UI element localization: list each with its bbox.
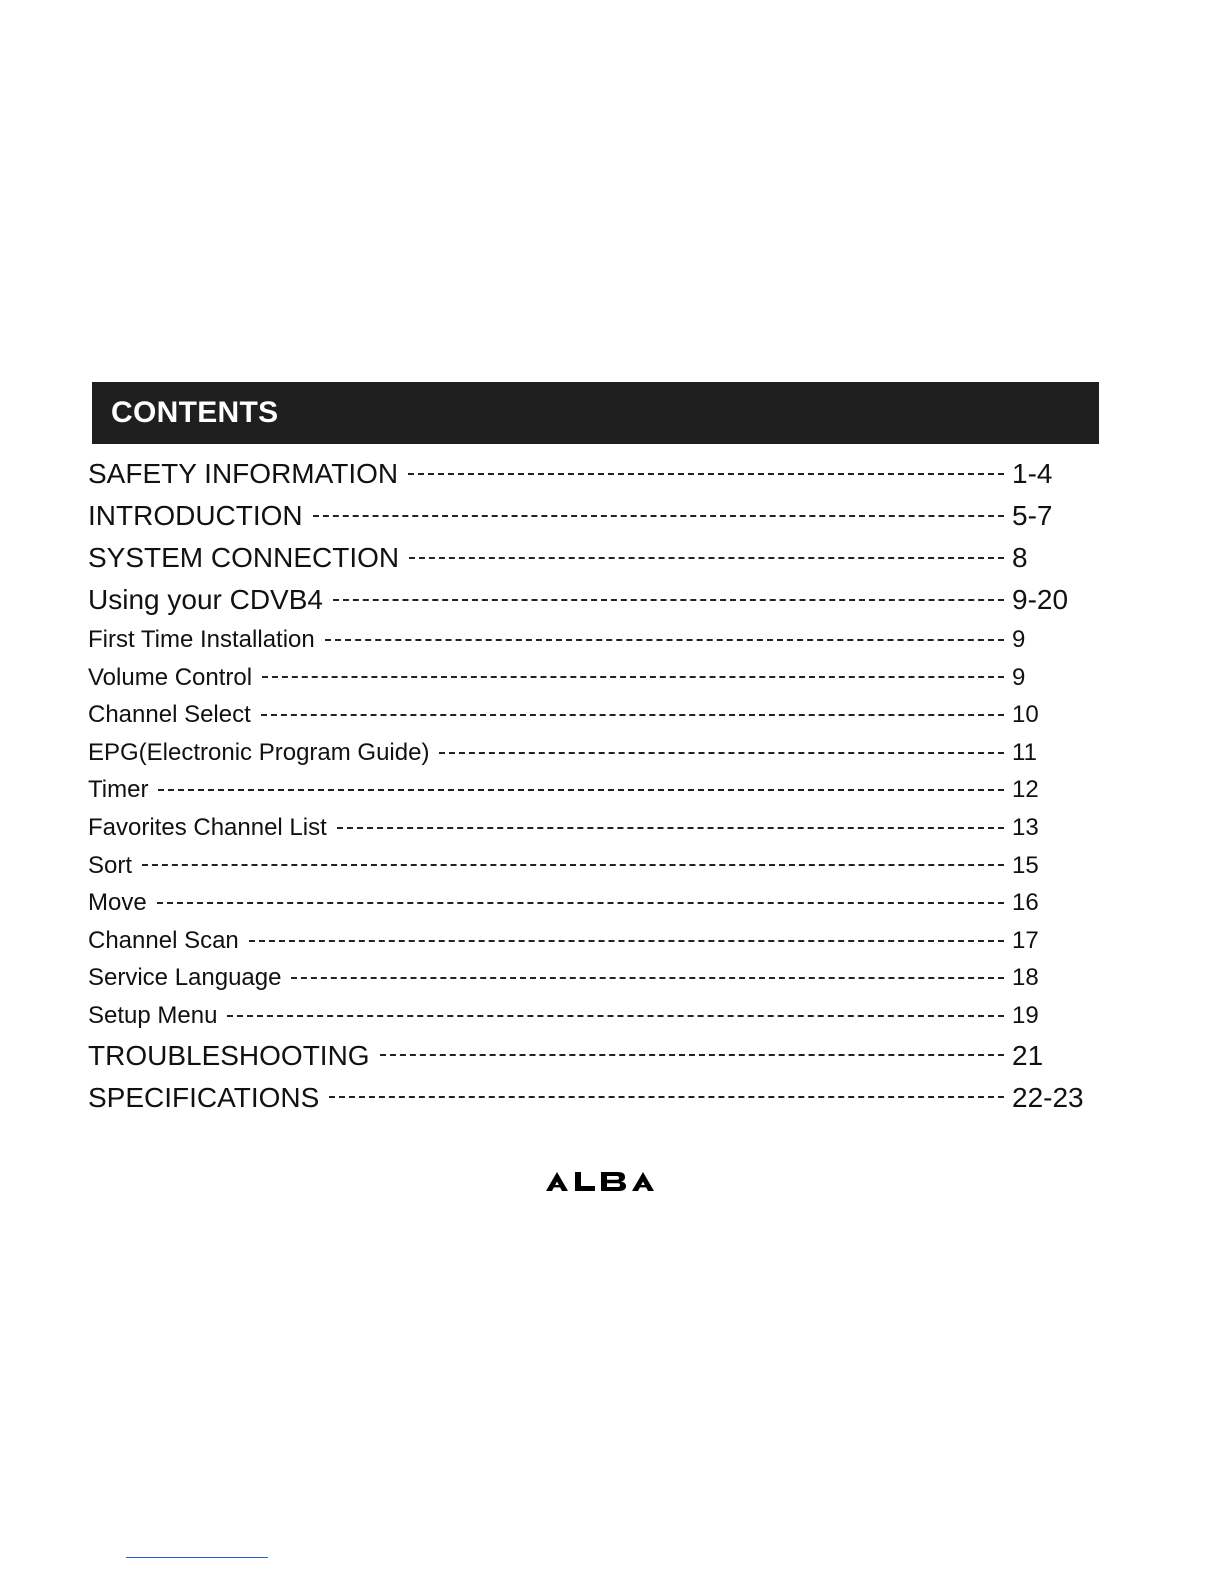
- toc-leader-dots: [409, 557, 1004, 559]
- toc-entry-page: 13: [1012, 813, 1039, 841]
- toc-entry-epg[interactable]: [88, 739, 1088, 767]
- toc-leader-dots: [142, 864, 1004, 866]
- toc-entry-page: 21: [1012, 1039, 1044, 1071]
- toc-entry-label: SPECIFICATIONS: [88, 1081, 320, 1113]
- toc-leader-dots: [408, 473, 1004, 475]
- toc-entry-page: 18: [1012, 964, 1039, 992]
- toc-entry-label: First Time Installation: [88, 626, 315, 653]
- toc-entry-page: 5-7: [1012, 500, 1053, 531]
- toc-entry-introduction[interactable]: [88, 500, 1088, 532]
- toc-entry-page: 9-20: [1012, 584, 1069, 615]
- toc-entry-page: 16: [1012, 889, 1039, 917]
- toc-entry-label: Setup Menu: [88, 1001, 218, 1029]
- toc-entry-label: Service Language: [88, 964, 282, 992]
- toc-leader-dots: [158, 789, 1004, 791]
- alba-logo-icon: [546, 1170, 666, 1194]
- toc-entry-label: SAFETY INFORMATION: [88, 458, 399, 489]
- toc-entry-label: Using your CDVB4: [88, 584, 323, 615]
- toc-leader-dots: [380, 1054, 1004, 1056]
- toc-entry-label: INTRODUCTION: [88, 500, 303, 531]
- toc-leader-dots: [227, 1015, 1004, 1017]
- toc-entry-page: 8: [1012, 542, 1028, 573]
- toc-leader-dots: [261, 714, 1004, 716]
- toc-entry-label: Channel Select: [88, 701, 251, 729]
- toc-entry-page: 15: [1012, 851, 1039, 879]
- toc-leader-dots: [249, 940, 1004, 942]
- toc-entry-setup-menu[interactable]: [88, 1002, 1088, 1030]
- toc-entry-first-time-installation[interactable]: [88, 626, 1088, 654]
- toc-leader-dots: [157, 902, 1004, 904]
- toc-entry-service-language[interactable]: [88, 964, 1088, 992]
- table-of-contents: [88, 458, 1088, 1124]
- toc-entry-channel-scan[interactable]: [88, 927, 1088, 955]
- toc-entry-specifications[interactable]: [88, 1082, 1088, 1114]
- toc-entry-page: 12: [1012, 776, 1039, 804]
- toc-entry-favorites-channel-list[interactable]: [88, 814, 1088, 842]
- toc-leader-dots: [313, 515, 1004, 517]
- toc-leader-dots: [333, 599, 1004, 601]
- toc-entry-label: SYSTEM CONNECTION: [88, 542, 400, 573]
- toc-entry-label: Favorites Channel List: [88, 813, 327, 841]
- toc-entry-page: 9: [1012, 663, 1026, 691]
- toc-leader-dots: [329, 1096, 1004, 1098]
- toc-entry-page: 1-4: [1012, 458, 1053, 489]
- toc-entry-label: Timer: [88, 776, 149, 804]
- toc-entry-page: 17: [1012, 926, 1039, 954]
- toc-entry-safety-information[interactable]: [88, 458, 1088, 490]
- toc-entry-label: EPG(Electronic Program Guide): [88, 738, 430, 766]
- toc-entry-page: 19: [1012, 1001, 1039, 1029]
- toc-leader-dots: [291, 977, 1004, 979]
- toc-entry-page: 10: [1012, 701, 1039, 729]
- toc-entry-page: 9: [1012, 626, 1026, 653]
- toc-entry-label: Sort: [88, 851, 133, 879]
- toc-leader-dots: [439, 752, 1004, 754]
- toc-entry-page: 22-23: [1012, 1081, 1084, 1113]
- toc-entry-label: TROUBLESHOOTING: [88, 1039, 370, 1071]
- contents-header: [92, 382, 1099, 444]
- toc-entry-channel-select[interactable]: [88, 701, 1088, 729]
- toc-entry-label: Move: [88, 889, 147, 917]
- toc-entry-timer[interactable]: [88, 776, 1088, 804]
- toc-entry-sort[interactable]: [88, 852, 1088, 880]
- toc-leader-dots: [337, 827, 1004, 829]
- toc-entry-volume-control[interactable]: [88, 664, 1088, 692]
- toc-entry-troubleshooting[interactable]: [88, 1040, 1088, 1072]
- alba-logo-mark: [546, 1170, 666, 1194]
- toc-entry-page: 11: [1012, 738, 1037, 766]
- toc-entry-system-connection[interactable]: [88, 542, 1088, 574]
- page-title: CONTENTS: [111, 396, 279, 429]
- footer-rule: [126, 1557, 268, 1558]
- toc-entry-move[interactable]: [88, 889, 1088, 917]
- toc-leader-dots: [262, 676, 1004, 678]
- toc-entry-label: Channel Scan: [88, 926, 239, 954]
- toc-entry-using-your-cdvb4[interactable]: [88, 584, 1088, 616]
- toc-leader-dots: [325, 639, 1004, 641]
- toc-entry-label: Volume Control: [88, 663, 253, 691]
